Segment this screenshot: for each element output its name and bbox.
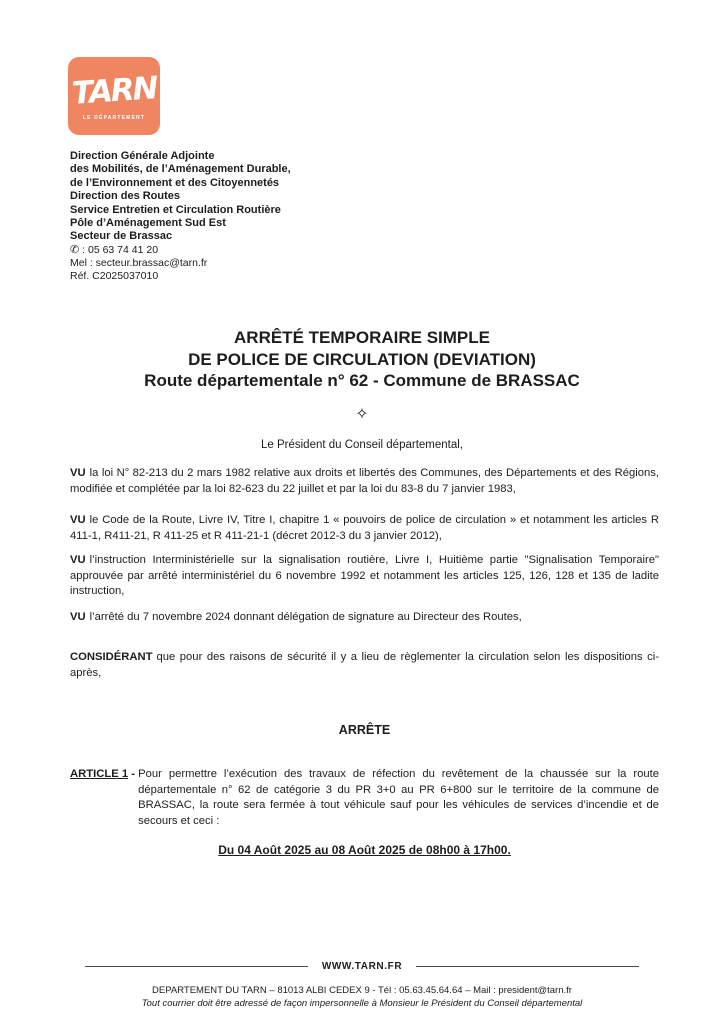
footer-rule-left bbox=[85, 966, 308, 967]
footer-notice-line: Tout courrier doit être adressé de façon impersonnelle à Monsieur le Président du Conseil départemental bbox=[141, 998, 583, 1009]
page-footer bbox=[85, 961, 639, 1010]
sender-block bbox=[70, 150, 400, 283]
vu-paragraph-3 bbox=[70, 553, 659, 600]
vu-paragraph-4 bbox=[70, 610, 659, 626]
phone-icon: ✆ bbox=[70, 243, 80, 256]
website-row bbox=[85, 961, 639, 972]
document-body bbox=[70, 466, 659, 857]
paragraph-text: l’instruction Interministérielle sur la signalisation routière, Livre I, Huitième partie "Signalisation Temporaire" approuvée par arrêté interministériel du 6 novembre 1992 et notamment les articles 125, 126, 128 et 135 de ladite instruction, bbox=[70, 554, 659, 597]
paragraph-text: la loi N° 82-213 du 2 mars 1982 relative aux droits et libertés des Communes, des Départements et des Régions, modifiée et complétée par la loi 82-623 du 22 juillet et par la loi du 83-8 du 7 janvier 1983, bbox=[70, 467, 659, 495]
decree-heading: ARRÊTE bbox=[338, 723, 391, 737]
title-line-2: DE POLICE DE CIRCULATION (DEVIATION) bbox=[188, 349, 536, 369]
tarn-logo-subtitle: LE DÉPARTEMENT bbox=[82, 115, 146, 121]
article-separator: - bbox=[128, 768, 139, 780]
paragraph-text: que pour des raisons de sécurité il y a lieu de règlementer la circulation selon les dispositions ci-après, bbox=[70, 651, 659, 679]
email-line: Mel : secteur.brassac@tarn.fr bbox=[70, 257, 208, 270]
article-label: ARTICLE 1 bbox=[70, 768, 129, 780]
paragraph-lead: VU bbox=[70, 467, 86, 479]
footer-address-line: DEPARTEMENT DU TARN – 81013 ALBI CEDEX 9 - Tél : 05.63.45.64.64 – Mail : president@tarn.fr bbox=[152, 985, 572, 996]
paragraph-lead: VU bbox=[70, 610, 86, 623]
closure-dates-line: Du 04 Août 2025 au 08 Août 2025 de 08h00 à 17h00. bbox=[218, 843, 511, 857]
service-line-1: Direction Générale Adjointe bbox=[70, 150, 215, 162]
paragraph-lead: VU bbox=[70, 554, 86, 566]
title-line-3: Route départementale n° 62 - Commune de BRASSAC bbox=[144, 371, 580, 390]
vu-paragraph-1 bbox=[70, 466, 659, 497]
service-line-5: Service Entretien et Circulation Routière bbox=[70, 203, 281, 216]
paragraph-lead: VU bbox=[70, 514, 86, 526]
phone-line bbox=[70, 244, 400, 257]
article-text: Pour permettre l’exécution des travaux de réfection du revêtement de la chaussée sur la route départementale n° 62 de catégorie 3 du PR 3+0 au PR 6+800 sur le territoire de la commune de BRASSAC, la route sera fermée à tout véhicule sauf pour les véhicules de services d’incendie et de secours et ceci : bbox=[138, 768, 659, 827]
service-line-6: Pôle d’Aménagement Sud Est bbox=[70, 217, 226, 230]
vu-paragraph-2 bbox=[70, 513, 659, 544]
title-line-1: ARRÊTÉ TEMPORAIRE SIMPLE bbox=[234, 328, 490, 347]
reference-line: Réf. C2025037010 bbox=[70, 270, 159, 283]
service-line-3: de l’Environnement et des Citoyennetés bbox=[70, 176, 280, 189]
service-line-7: Secteur de Brassac bbox=[70, 230, 173, 243]
considerant-paragraph bbox=[70, 650, 659, 681]
document-title-block bbox=[0, 327, 724, 451]
website-label: WWW.TARN.FR bbox=[321, 961, 403, 972]
salutation-line: Le Président du Conseil départemental, bbox=[260, 438, 463, 451]
phone-number: : 05 63 74 41 20 bbox=[82, 243, 159, 256]
paragraph-text: l’arrêté du 7 novembre 2024 donnant délégation de signature au Directeur des Routes, bbox=[89, 610, 522, 623]
paragraph-text: le Code de la Route, Livre IV, Titre I, chapitre 1 « pouvoirs de police de circulation » et notamment les articles R 411-1, R411-21, R 411-25 et R 411-21-1 (décret 2012-3 du 3 janvier 2012), bbox=[70, 514, 659, 542]
four-pointed-star-icon: ✧ bbox=[355, 405, 369, 423]
paragraph-lead: CONSIDÉRANT bbox=[70, 651, 153, 663]
tarn-logo-wordmark: TARN bbox=[70, 70, 158, 112]
tarn-logo bbox=[68, 57, 160, 135]
article-1 bbox=[70, 767, 659, 829]
footer-rule-right bbox=[416, 966, 639, 967]
service-line-4: Direction des Routes bbox=[70, 190, 181, 203]
service-line-2: des Mobilités, de l’Aménagement Durable, bbox=[70, 163, 291, 176]
